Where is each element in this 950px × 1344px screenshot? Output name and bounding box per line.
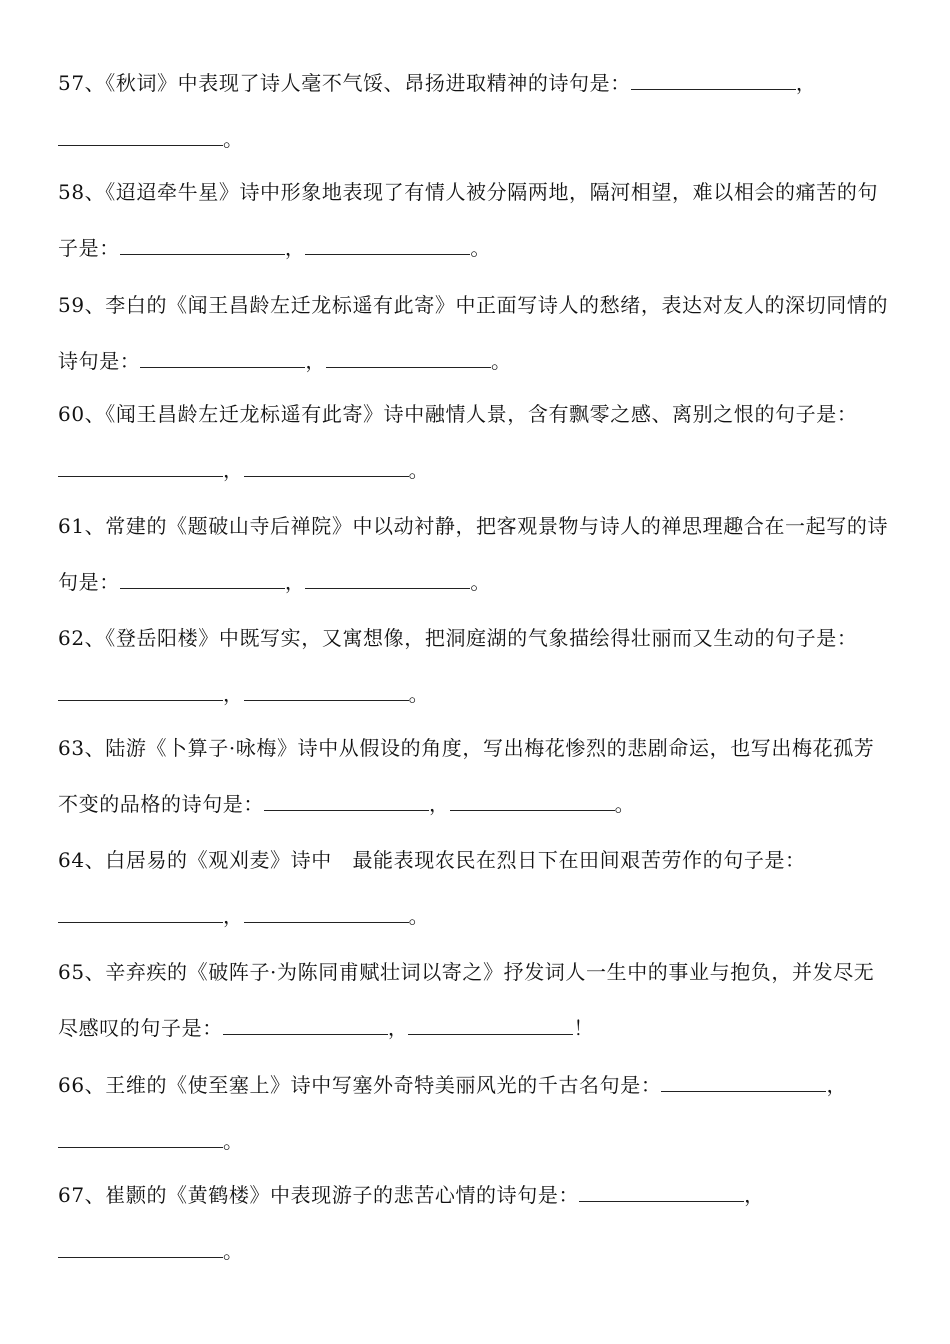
question-61 bbox=[58, 498, 890, 610]
answer-blank-2[interactable] bbox=[326, 349, 491, 368]
ending-punctuation: 。 bbox=[614, 792, 636, 816]
answer-blank-2[interactable] bbox=[244, 458, 409, 477]
question-prompt: 63、陆游《卜算子·咏梅》诗中从假设的角度，写出梅花惨烈的悲剧命运，也写出梅花孤芳不变的品格的诗句是： bbox=[58, 736, 875, 816]
answer-blank-1[interactable] bbox=[264, 792, 429, 811]
answer-blank-2[interactable] bbox=[408, 1016, 573, 1035]
separator: ， bbox=[387, 1016, 409, 1040]
answer-blank-1[interactable] bbox=[661, 1073, 826, 1092]
question-64 bbox=[58, 832, 890, 944]
separator: ， bbox=[429, 792, 450, 816]
answer-blank-2[interactable] bbox=[244, 904, 409, 923]
question-prompt: 58、《迢迢牵牛星》诗中形象地表现了有情人被分隔两地，隔河相望，难以相会的痛苦的句子是： bbox=[58, 180, 879, 260]
question-62 bbox=[58, 610, 890, 722]
ending-punctuation: 。 bbox=[408, 458, 430, 482]
separator: ， bbox=[284, 570, 306, 594]
separator: ， bbox=[744, 1183, 765, 1207]
ending-punctuation: 。 bbox=[491, 349, 512, 373]
question-58 bbox=[58, 164, 890, 276]
answer-blank-2[interactable] bbox=[305, 236, 470, 255]
question-67 bbox=[58, 1167, 890, 1279]
answer-blank-1[interactable] bbox=[579, 1183, 744, 1202]
answer-blank-2[interactable] bbox=[58, 127, 223, 146]
answer-blank-1[interactable] bbox=[140, 349, 305, 368]
ending-punctuation: 。 bbox=[223, 1239, 244, 1263]
separator: ， bbox=[223, 682, 244, 706]
ending-punctuation: 。 bbox=[470, 236, 492, 260]
answer-blank-2[interactable] bbox=[244, 682, 409, 701]
question-60 bbox=[58, 386, 890, 498]
question-prompt: 67、崔颢的《黄鹤楼》中表现游子的悲苦心情的诗句是： bbox=[58, 1183, 580, 1207]
question-prompt: 60、《闻王昌龄左迁龙标遥有此寄》诗中融情人景，含有飘零之感、离别之恨的句子是： bbox=[58, 402, 858, 426]
ending-punctuation: 。 bbox=[408, 904, 430, 928]
separator: ， bbox=[305, 349, 327, 373]
question-65 bbox=[58, 944, 890, 1056]
answer-blank-1[interactable] bbox=[120, 236, 285, 255]
question-prompt: 59、李白的《闻王昌龄左迁龙标遥有此寄》中正面写诗人的愁绪，表达对友人的深切同情的诗句是： bbox=[58, 293, 889, 373]
question-59 bbox=[58, 277, 890, 389]
answer-blank-1[interactable] bbox=[223, 1016, 388, 1035]
separator: ， bbox=[284, 236, 306, 260]
separator: ， bbox=[795, 71, 817, 95]
answer-blank-1[interactable] bbox=[58, 904, 223, 923]
ending-punctuation: 。 bbox=[223, 1129, 244, 1153]
question-prompt: 64、白居易的《观刈麦》诗中 最能表现农民在烈日下在田间艰苦劳作的句子是： bbox=[58, 848, 806, 872]
answer-blank-2[interactable] bbox=[305, 570, 470, 589]
question-prompt: 57、《秋词》中表现了诗人毫不气馁、昂扬进取精神的诗句是： bbox=[58, 71, 631, 95]
answer-blank-1[interactable] bbox=[58, 682, 223, 701]
ending-punctuation: 。 bbox=[470, 570, 492, 594]
question-prompt: 66、王维的《使至塞上》诗中写塞外奇特美丽风光的千古名句是： bbox=[58, 1073, 662, 1097]
question-57 bbox=[58, 55, 890, 167]
separator: ， bbox=[223, 458, 244, 482]
question-prompt: 62、《登岳阳楼》中既写实，又寓想像，把洞庭湖的气象描绘得壮丽而又生动的句子是： bbox=[58, 626, 858, 650]
separator: ， bbox=[826, 1073, 848, 1097]
separator: ， bbox=[223, 904, 244, 928]
question-prompt: 65、辛弃疾的《破阵子·为陈同甫赋壮词以寄之》抒发词人一生中的事业与抱负，并发尽无尽感叹的句子是： bbox=[58, 960, 875, 1040]
ending-punctuation: ！ bbox=[573, 1016, 595, 1040]
answer-blank-2[interactable] bbox=[58, 1239, 223, 1258]
answer-blank-1[interactable] bbox=[631, 71, 796, 90]
question-63 bbox=[58, 720, 890, 832]
ending-punctuation: 。 bbox=[408, 682, 430, 706]
answer-blank-1[interactable] bbox=[58, 458, 223, 477]
answer-blank-2[interactable] bbox=[58, 1129, 223, 1148]
question-66 bbox=[58, 1057, 890, 1169]
answer-blank-2[interactable] bbox=[450, 792, 615, 811]
answer-blank-1[interactable] bbox=[120, 570, 285, 589]
ending-punctuation: 。 bbox=[223, 127, 244, 151]
question-prompt: 61、常建的《题破山寺后禅院》中以动衬静，把客观景物与诗人的禅思理趣合在一起写的诗句是： bbox=[58, 514, 889, 594]
